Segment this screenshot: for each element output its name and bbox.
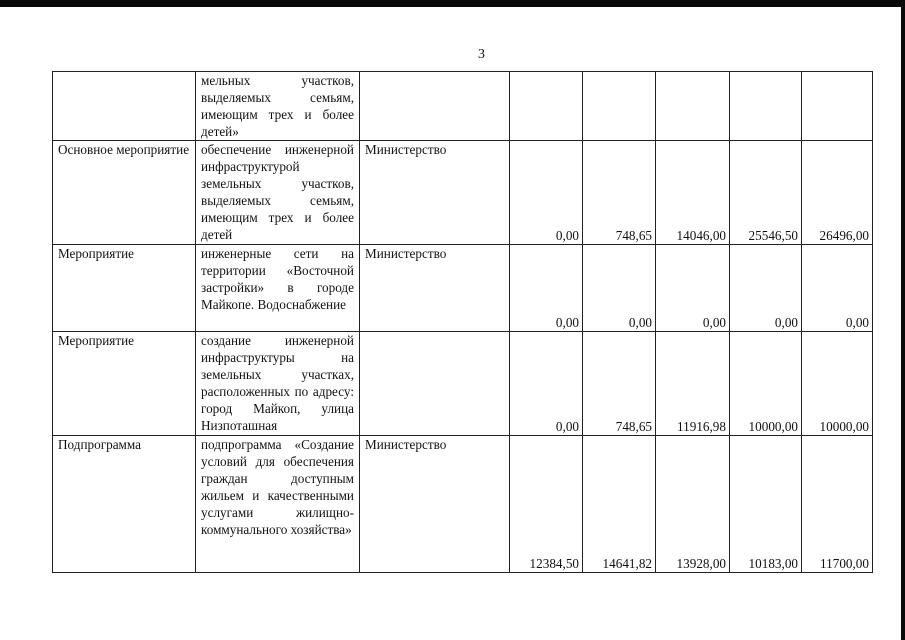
name-cell: создание инженерной инфраструктуры на земельных участках, расположенных по адресу: город Майкоп, улица Низпоташная: [196, 332, 360, 436]
value-cell: 25546,50: [730, 141, 802, 245]
name-cell: обеспечение инженерной инфраструктурой земельных участков, выделяемых семьям, имеющим трех и более детей: [196, 141, 360, 245]
value-cell: 0,00: [802, 245, 873, 332]
executor-cell: Министерство: [360, 245, 510, 332]
value-cell: 10000,00: [730, 332, 802, 436]
value-cell: 0,00: [510, 332, 583, 436]
executor-cell: [360, 332, 510, 436]
status-cell: Мероприятие: [53, 332, 196, 436]
value-cell: 14046,00: [656, 141, 730, 245]
value-cell: 10183,00: [730, 436, 802, 573]
value-cell: [730, 72, 802, 141]
value-cell: 11916,98: [656, 332, 730, 436]
executor-cell: Министерство: [360, 141, 510, 245]
scan-border-top: [0, 0, 905, 7]
table-row: [53, 141, 873, 245]
table-row: [53, 72, 873, 141]
value-cell: 748,65: [583, 332, 656, 436]
value-cell: 14641,82: [583, 436, 656, 573]
name-cell: подпрограмма «Создание условий для обеспечения граждан доступным жильем и качественными услугами жилищно-коммунального хозяйства»: [196, 436, 360, 573]
value-cell: [510, 72, 583, 141]
value-cell: 0,00: [510, 141, 583, 245]
value-cell: 0,00: [510, 245, 583, 332]
scan-border-right: [901, 0, 905, 640]
name-cell: мельных участков, выделяемых семьям, имеющим трех и более детей»: [196, 72, 360, 141]
value-cell: 0,00: [583, 245, 656, 332]
status-cell: Мероприятие: [53, 245, 196, 332]
value-cell: 748,65: [583, 141, 656, 245]
value-cell: 13928,00: [656, 436, 730, 573]
status-cell: [53, 72, 196, 141]
budget-table: [52, 71, 873, 573]
value-cell: [583, 72, 656, 141]
table-row: [53, 436, 873, 573]
table-row: [53, 332, 873, 436]
executor-cell: Министерство: [360, 436, 510, 573]
status-cell: Подпрограмма: [53, 436, 196, 573]
value-cell: 11700,00: [802, 436, 873, 573]
value-cell: [802, 72, 873, 141]
executor-cell: [360, 72, 510, 141]
value-cell: 10000,00: [802, 332, 873, 436]
status-cell: Основное мероприятие: [53, 141, 196, 245]
value-cell: 26496,00: [802, 141, 873, 245]
table-row: [53, 245, 873, 332]
value-cell: 0,00: [656, 245, 730, 332]
value-cell: [656, 72, 730, 141]
value-cell: 0,00: [730, 245, 802, 332]
name-cell: инженерные сети на территории «Восточной застройки» в городе Майкопе. Водоснабжение: [196, 245, 360, 332]
value-cell: 12384,50: [510, 436, 583, 573]
page-number: 3: [478, 47, 485, 62]
